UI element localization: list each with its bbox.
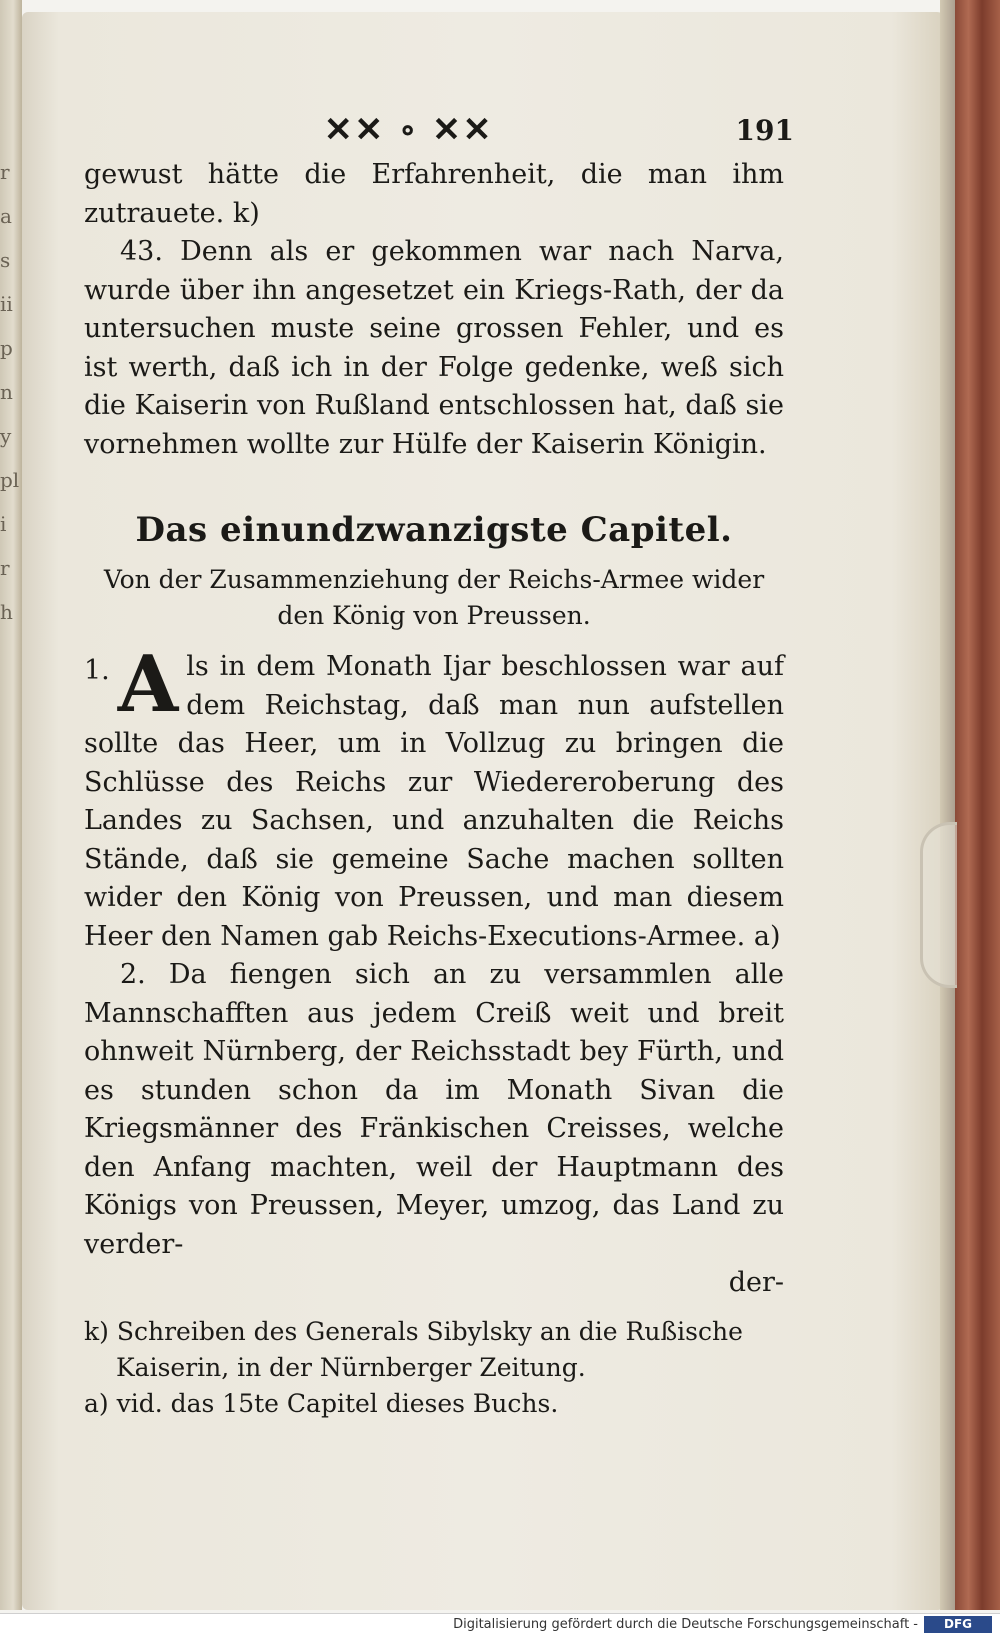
paragraph-1-text: ls in dem Monath Ijar beschlossen war auf dem Reichstag, daß man nun aufstellen sollte das Heer, um in Vollzug zu bringen die Schlüsse des Reichs zur Wiedereroberung des Landes zu Sachsen, und anzuhalten die Reichs Stände, daß sie gemeine Sache machen sollten wider den König von Preussen, und man diesem Heer den Namen gab Reichs-Executions-Armee. a) [84,651,784,952]
footnote: k) Schreiben des Generals Sibylsky an die Rußische Kaiserin, in der Nürnberger Zeitung. [84,1317,743,1382]
chapter-title: Das einundzwanzigste Capitel. [135,510,733,550]
margin-fragment: h [0,600,13,624]
page-content [84,110,794,1422]
footnote: a) vid. das 15te Capitel dieses Buchs. [84,1389,559,1418]
margin-fragment: ii [0,292,13,316]
page-number: 191 [735,114,794,147]
book-cover-edge [955,0,1000,1610]
paragraph-continued: gewust hätte die Erfahrenheit, die man ihm zutrauete. k) [84,159,784,229]
digitization-footer [0,1613,1000,1636]
margin-fragment: pl [0,468,20,492]
dfg-logo: DFG [924,1616,992,1633]
margin-fragment: r [0,556,10,580]
header-ornament: ✕✕ ∘ ✕✕ [324,110,494,150]
paragraph-1 [84,639,784,956]
paragraph-number: 1. [84,655,110,686]
paragraph-43: 43. Denn als er gekommen war nach Narva, wurde über ihn angesetzet ein Kriegs-Rath, der da untersuchen muste seine grossen Fehler, und es ist werth, daß ich in der Folge gedenke, weß sich die Kaiserin von Rußland entschlossen hat, daß sie vornehmen wollte zur Hülfe der Kaiserin Königin. [84,236,784,460]
paragraph-2: 2. Da fiengen sich an zu versammlen alle Mannschafften aus jedem Creiß weit und breit ohnweit Nürnberg, der Reichsstadt bey Fürth, und es stunden schon da im Monath Sivan die Kriegsmänner des Fränkischen Creisses, welche den Anfang machten, weil der Hauptmann des Königs von Preussen, Meyer, umzog, das Land zu verder- [84,959,784,1260]
margin-fragment: y [0,424,12,448]
running-header [84,110,794,156]
chapter-subtitle: Von der Zusammenziehung der Reichs-Armee wider den König von Preussen. [103,565,765,630]
margin-fragment: p [0,336,13,360]
left-margin-fragments [0,150,20,1050]
catchword: der- [728,1267,784,1298]
margin-fragment: r [0,160,10,184]
margin-fragment: s [0,248,11,272]
footnotes [84,1314,784,1422]
margin-fragment: a [0,204,12,228]
drop-cap: A [117,639,179,730]
footer-credit: Digitalisierung gefördert durch die Deutsche Forschungsgemeinschaft - [453,1617,918,1632]
bookmark-clip [920,822,957,988]
margin-fragment: n [0,380,13,404]
margin-fragment: i [0,512,7,536]
